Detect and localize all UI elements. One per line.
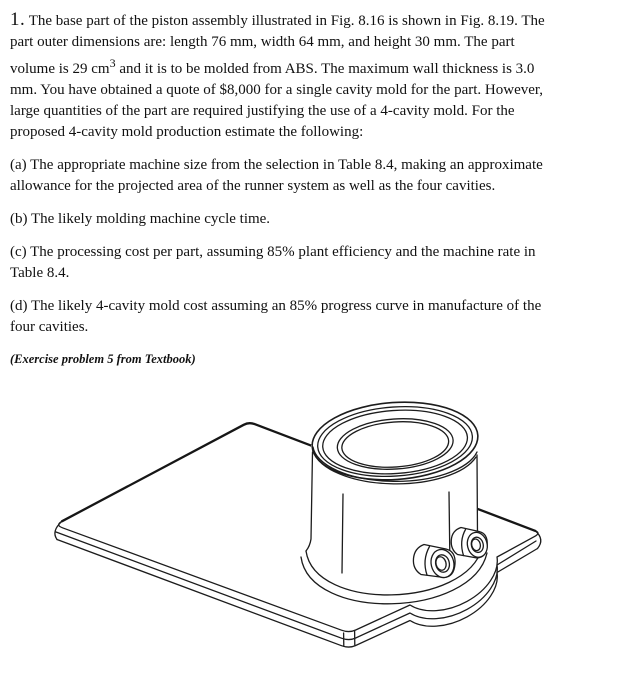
item-a xyxy=(10,155,629,197)
item-c-line-1: (c) The processing cost per part, assuming 85% plant efficiency and the machine rate in xyxy=(10,242,629,263)
cylindrical-boss xyxy=(301,397,487,604)
intro-line-1-text: The base part of the piston assembly illustrated in Fig. 8.16 is shown in Fig. 8.19. The xyxy=(29,13,545,29)
figure-8-19 xyxy=(0,380,635,682)
superscript-3: 3 xyxy=(110,56,116,70)
item-d-line-2: four cavities. xyxy=(10,317,629,338)
part-drawing xyxy=(0,380,635,682)
intro-line-1 xyxy=(10,9,629,32)
intro-line-5: large quantities of the part are required justifying the use of a 4-cavity mold. For the xyxy=(10,101,629,122)
source-footnote: (Exercise problem 5 from Textbook) xyxy=(10,351,629,367)
item-c-line-2: Table 8.4. xyxy=(10,263,629,284)
intro-line-3-post: and it is to be molded from ABS. The maximum wall thickness is 3.0 xyxy=(116,61,535,77)
intro-line-3-pre: volume is 29 cm xyxy=(10,61,110,77)
intro-line-6: proposed 4-cavity mold production estimate the following: xyxy=(10,122,629,143)
item-a-line-1: (a) The appropriate machine size from the selection in Table 8.4, making an approximate xyxy=(10,155,629,176)
problem-number: 1. xyxy=(10,9,25,30)
item-a-line-2: allowance for the projected area of the runner system as well as the four cavities. xyxy=(10,176,629,197)
item-b-line-1: (b) The likely molding machine cycle time. xyxy=(10,209,629,230)
item-d-line-1: (d) The likely 4-cavity mold cost assuming an 85% progress curve in manufacture of the xyxy=(10,296,629,317)
item-d xyxy=(10,296,629,338)
intro-line-3 xyxy=(10,53,629,80)
item-c xyxy=(10,242,629,284)
problem-intro xyxy=(10,9,629,143)
intro-line-4: mm. You have obtained a quote of $8,000 for a single cavity mold for the part. However, xyxy=(10,80,629,101)
intro-line-2: part outer dimensions are: length 76 mm, width 64 mm, and height 30 mm. The part xyxy=(10,32,629,53)
item-b xyxy=(10,209,629,230)
